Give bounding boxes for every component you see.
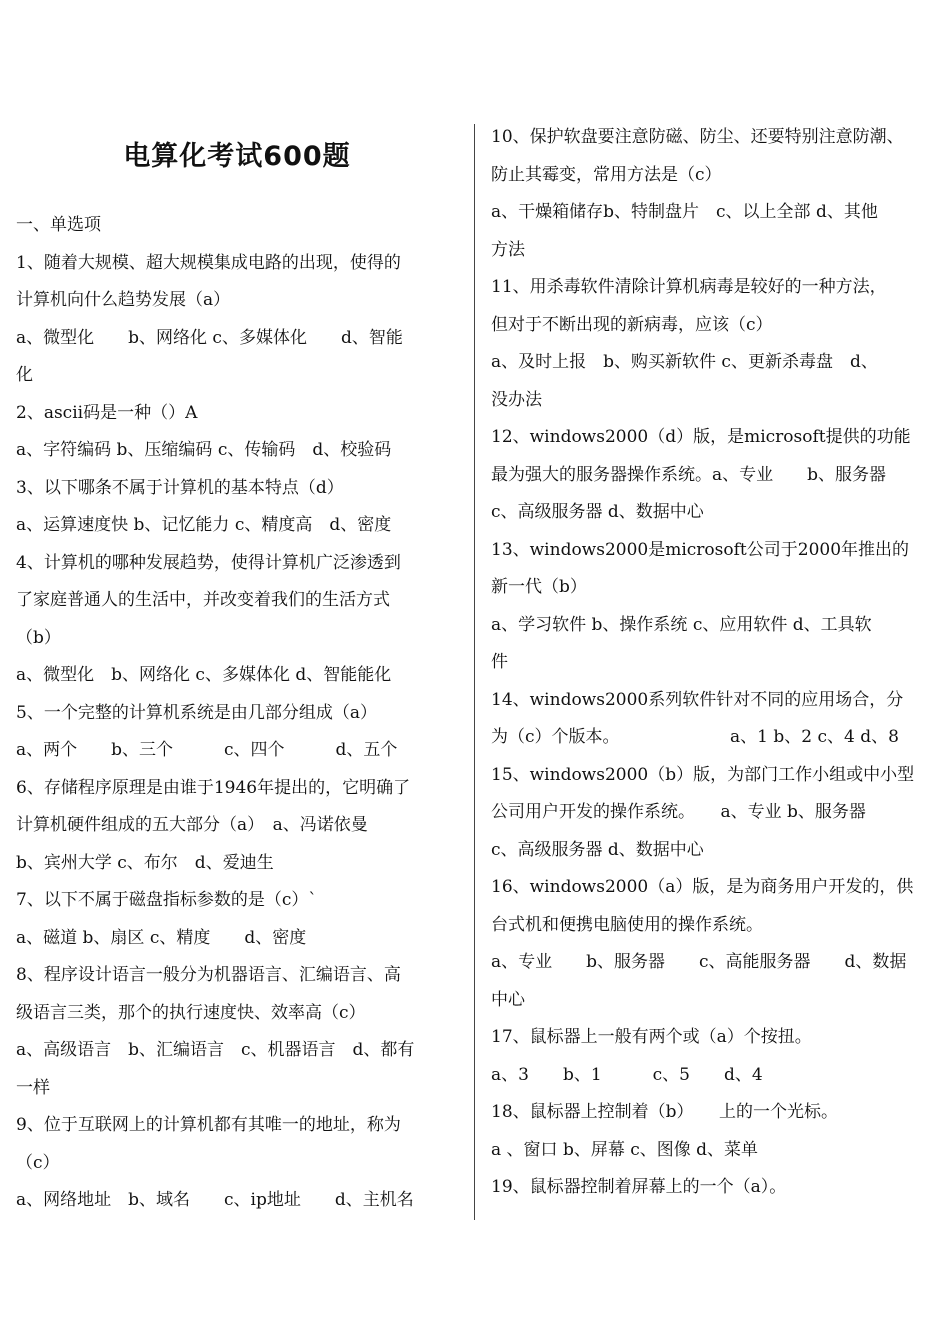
text-line: 4、计算机的哪种发展趋势，使得计算机广泛渗透到 (16, 552, 401, 573)
text-line: 方法 (491, 239, 525, 260)
text-line: 3、以下哪条不属于计算机的基本特点（d） (16, 477, 344, 498)
text-line: 最为强大的服务器操作系统。a、专业 b、服务器 (491, 464, 887, 485)
text-line: a、干燥箱储存b、特制盘片 c、以上全部 d、其他 (491, 202, 878, 222)
text-line: 15、windows2000（b）版，为部门工作小组或中小型 (491, 764, 915, 785)
text-line: 18、鼠标器上控制着（b） 上的一个光标。 (491, 1102, 839, 1122)
text-line: 9、位于互联网上的计算机都有其唯一的地址，称为 (16, 1115, 401, 1135)
page-title: 电算化考试600题 (123, 141, 351, 172)
text-line: 2、ascii码是一种（）A (16, 402, 198, 423)
text-line: a、网络地址 b、域名 c、ip地址 d、主机名 (16, 1190, 414, 1210)
text-line: 中心 (491, 989, 525, 1010)
text-line: 19、鼠标器控制着屏幕上的一个（a）。 (491, 1177, 787, 1197)
right-column (491, 119, 943, 1207)
text-line: 一样 (16, 1077, 50, 1098)
text-line: a、微型化 b、网络化 c、多媒体化 d、智能能化 (16, 665, 392, 685)
text-line: 新一代（b） (491, 577, 587, 597)
text-line: 计算机向什么趋势发展（a） (16, 290, 231, 310)
text-line: （c） (16, 1152, 60, 1173)
text-line: 没办法 (491, 389, 542, 410)
text-line: a、磁道 b、扇区 c、精度 d、密度 (16, 927, 307, 948)
text-line: a、微型化 b、网络化 c、多媒体化 d、智能 (16, 327, 403, 348)
text-line: a、高级语言 b、汇编语言 c、机器语言 d、都有 (16, 1040, 415, 1060)
text-line: a、3 b、1 c、5 d、4 (491, 1064, 763, 1085)
text-line: c、高级服务器 d、数据中心 (491, 839, 704, 860)
text-line: 为（c）个版本。 a、1 b、2 c、4 d、8 (491, 727, 899, 747)
text-line: a、字符编码 b、压缩编码 c、传输码 d、校验码 (16, 440, 392, 460)
text-line: 10、保护软盘要注意防磁、防尘、还要特别注意防潮、 (491, 127, 904, 147)
text-line: 6、存储程序原理是由谁于1946年提出的，它明确了 (16, 777, 411, 798)
text-line: 1、随着大规模、超大规模集成电路的出现，使得的 (16, 252, 401, 273)
left-column (16, 207, 460, 1220)
text-line: 17、鼠标器上一般有两个或（a）个按扭。 (491, 1027, 812, 1047)
text-line: 5、一个完整的计算机系统是由几部分组成（a） (16, 702, 377, 723)
text-line: 13、windows2000是microsoft公司于2000年推出的 (491, 539, 910, 560)
text-line: 11、用杀毒软件清除计算机病毒是较好的一种方法， (491, 277, 887, 297)
column-divider (474, 124, 475, 1220)
text-line: a、学习软件 b、操作系统 c、应用软件 d、工具软 (491, 614, 872, 635)
text-line: 级语言三类，那个的执行速度快、效率高（c） (16, 1002, 366, 1023)
text-line: c、高级服务器 d、数据中心 (491, 502, 704, 522)
text-line: 16、windows2000（a）版，是为商务用户开发的，供 (491, 877, 914, 897)
text-line: （b） (16, 627, 61, 648)
text-line: 化 (16, 365, 33, 385)
text-line: a、专业 b、服务器 c、高能服务器 d、数据 (491, 952, 907, 972)
text-line: 一、单选项 (16, 215, 101, 235)
text-line: 台式机和便携电脑使用的操作系统。 (491, 914, 763, 935)
text-line: a、及时上报 b、购买新软件 c、更新杀毒盘 d、 (491, 352, 878, 372)
text-line: a 、窗口 b、屏幕 c、图像 d、菜单 (491, 1139, 759, 1160)
text-line: 计算机硬件组成的五大部分（a） a、冯诺依曼 (16, 815, 368, 835)
text-line: 8、程序设计语言一般分为机器语言、汇编语言、高 (16, 965, 401, 985)
text-line: a、两个 b、三个 c、四个 d、五个 (16, 740, 398, 760)
text-line: 公司用户开发的操作系统。 a、专业 b、服务器 (491, 802, 866, 822)
text-line: 7、以下不属于磁盘指标参数的是（c）` (16, 890, 317, 910)
text-line: 了家庭普通人的生活中，并改变着我们的生活方式 (16, 590, 390, 610)
text-line: 14、windows2000系列软件针对不同的应用场合，分 (491, 689, 904, 710)
text-line: 12、windows2000（d）版，是microsoft提供的功能 (491, 427, 911, 447)
text-line: 防止其霉变，常用方法是（c） (491, 164, 722, 185)
text-line: 但对于不断出现的新病毒，应该（c） (491, 314, 773, 335)
text-line: 件 (491, 652, 508, 672)
text-line: a、运算速度快 b、记忆能力 c、精度高 d、密度 (16, 515, 392, 535)
text-line: b、宾州大学 c、布尔 d、爱迪生 (16, 852, 274, 873)
